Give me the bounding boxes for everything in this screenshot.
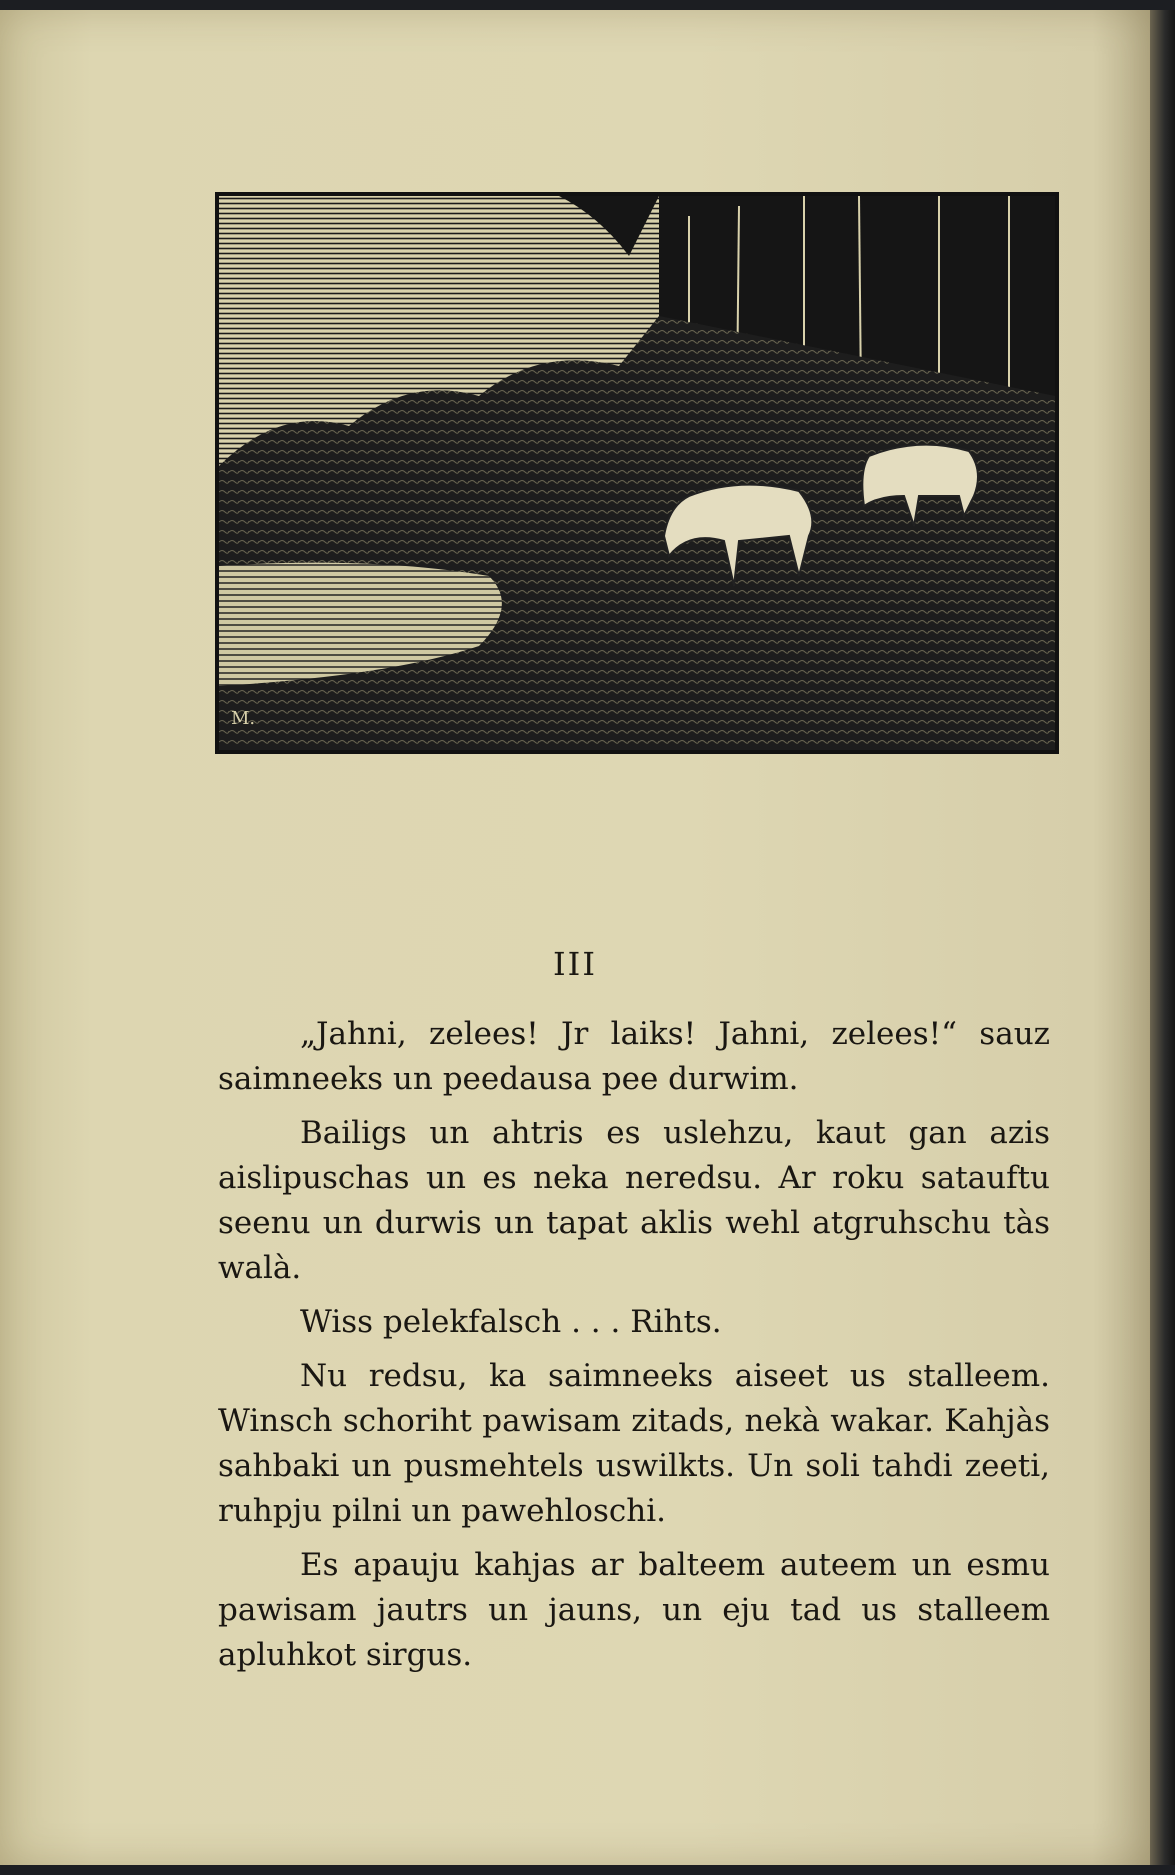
landscape-woodcut-icon [219,196,1055,750]
body-text [218,1012,1050,1687]
book-spine-edge [1150,10,1175,1865]
landscape-illustration [215,192,1059,754]
paragraph: Bailigs un ahtris es uslehzu, kaut gan azis aislipuschas un es neka neredsu. Ar roku satauftu seenu un durwis un tapat aklis wehl atgruhschu tàs walà. [218,1115,1050,1286]
paragraph: Nu redsu, ka saimneeks aiseet us stalleem. Winsch schoriht pawisam zitads, nekà wakar. Kahjàs sahbaki un pusmehtels uswilkts. Un soli tahdi zeeti, ruhpju pilni un pawehloschi. [218,1358,1050,1529]
chapter-number: III [553,945,597,983]
paragraph: „Jahni, zelees! Jr laiks! Jahni, zelees!“ sauz saimneeks un peedausa pee durwim. [218,1016,1050,1097]
svg-text:M.: M. [231,708,256,729]
paragraph: Wiss pelekfalsch . . . Rihts. [300,1304,722,1340]
paragraph: Es apauju kahjas ar balteem auteem un esmu pawisam jautrs un jauns, un eju tad us stalleem apluhkot sirgus. [218,1547,1050,1673]
